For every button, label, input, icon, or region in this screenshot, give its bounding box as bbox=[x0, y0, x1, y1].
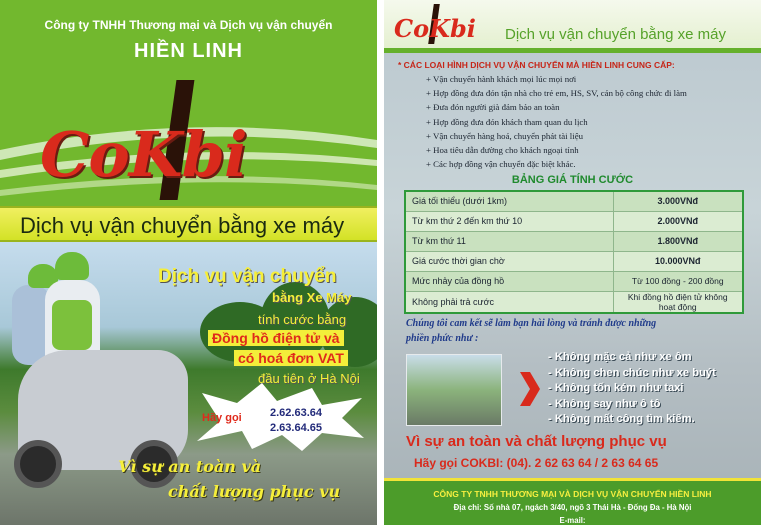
price-label: Giá cước thời gian chờ bbox=[405, 251, 613, 271]
table-row bbox=[405, 291, 743, 313]
promo-line-2: bằng Xe Máy bbox=[272, 290, 352, 305]
footer-email: E-mail: bbox=[559, 516, 586, 525]
chevron-right-icon bbox=[520, 372, 540, 406]
list-item: - Không mặc cả như xe ôm bbox=[548, 351, 692, 363]
driver-helmet bbox=[55, 252, 89, 280]
riders-photo bbox=[406, 354, 502, 426]
slogan-2: chất lượng phục vụ bbox=[168, 482, 341, 501]
phone-1: 2.62.63.64 bbox=[270, 407, 322, 419]
list-item: + Hợp đồng đưa đón khách tham quan du lịch bbox=[426, 115, 687, 129]
price-table-title: BẢNG GIÁ TÍNH CƯỚC bbox=[511, 174, 634, 186]
safety-slogan: Vì sự an toàn và chất lượng phục vụ bbox=[406, 433, 667, 450]
call-label: Hãy gọi bbox=[202, 412, 242, 424]
price-value: 1.800VNđ bbox=[613, 231, 743, 251]
driver-vest bbox=[52, 300, 92, 350]
promo-line-1: Dịch vụ vận chuyển bbox=[158, 266, 337, 287]
list-item: + Vận chuyển hành khách mọi lúc mọi nơi bbox=[426, 72, 687, 86]
right-panel bbox=[384, 0, 761, 525]
price-label: Mức nhảy của đồng hồ bbox=[405, 271, 613, 291]
footer bbox=[384, 478, 761, 525]
footer-address: Địa chỉ: Số nhà 07, ngách 3/40, ngõ 3 Thái Hà - Đống Đa - Hà Nội bbox=[453, 503, 692, 512]
services-list bbox=[426, 72, 687, 171]
cokbi-logo: CoKbi bbox=[40, 118, 247, 191]
table-row bbox=[405, 251, 743, 271]
left-panel bbox=[0, 0, 377, 525]
list-item: + Hoa tiêu dẫn đường cho khách ngoại tỉnh bbox=[426, 143, 687, 157]
price-value: Khi đồng hồ điện tử không hoạt động bbox=[613, 291, 743, 313]
service-banner bbox=[0, 206, 377, 242]
promo-line-4: Đồng hồ điện tử và bbox=[208, 330, 344, 346]
commitment-note-2: phiền phức như : bbox=[406, 333, 479, 344]
service-banner-text: Dịch vụ vận chuyển bằng xe máy bbox=[20, 213, 345, 238]
price-value: 2.000VNđ bbox=[613, 211, 743, 231]
price-label: Giá tối thiểu (dưới 1km) bbox=[405, 191, 613, 211]
table-row bbox=[405, 191, 743, 211]
price-label: Không phải trả cước bbox=[405, 291, 613, 313]
price-value: Từ 100 đồng - 200 đồng bbox=[613, 271, 743, 291]
slogan-1: Vì sự an toàn và bbox=[118, 457, 262, 476]
header-title: Dịch vụ vận chuyển bằng xe máy bbox=[505, 26, 726, 43]
table-row bbox=[405, 231, 743, 251]
table-row bbox=[405, 211, 743, 231]
promo-line-6: đầu tiên ở Hà Nội bbox=[258, 371, 360, 386]
price-value: 10.000VNđ bbox=[613, 251, 743, 271]
front-wheel bbox=[14, 440, 62, 488]
list-item: + Hợp đồng đưa đón tận nhà cho trẻ em, HS, SV, cán bộ công chức đi làm bbox=[426, 86, 687, 100]
list-item: + Vận chuyển hàng hoá, chuyển phát tài liệu bbox=[426, 129, 687, 143]
benefits-list bbox=[548, 350, 716, 428]
company-name: Công ty TNHH Thương mại và Dịch vụ vận chuyển bbox=[44, 18, 333, 32]
call-line: Hãy gọi COKBI: (04). 2 62 63 64 / 2 63 64 65 bbox=[414, 456, 659, 470]
header-band bbox=[384, 48, 761, 53]
promo-line-3: tính cước bằng bbox=[258, 312, 347, 327]
footer-company: CÔNG TY TNHH THƯƠNG MẠI VÀ DỊCH VỤ VẬN CHUYỂN HIỀN LINH bbox=[433, 489, 712, 499]
price-label: Từ km thứ 2 đến km thứ 10 bbox=[405, 211, 613, 231]
list-item: - Không say như ô tô bbox=[548, 397, 661, 410]
cokbi-logo-small: CoKbi bbox=[394, 14, 476, 43]
right-header bbox=[384, 0, 761, 52]
table-row bbox=[405, 271, 743, 291]
list-item: - Không mất công tìm kiếm. bbox=[548, 413, 695, 426]
services-title: * CÁC LOẠI HÌNH DỊCH VỤ VẬN CHUYỂN MÀ HIỀN LINH CUNG CẤP: bbox=[398, 60, 675, 70]
list-item: - Không tốn kém như taxi bbox=[548, 382, 684, 395]
commitment-note-1: Chúng tôi cam kết sẽ làm bạn hài lòng và tránh được những bbox=[406, 318, 657, 329]
panel-gap bbox=[377, 0, 384, 525]
list-item: + Đưa đón người già đảm bảo an toàn bbox=[426, 100, 687, 114]
list-item: - Không chen chúc như xe buýt bbox=[548, 366, 716, 379]
brand-name: HIỀN LINH bbox=[134, 40, 243, 62]
price-table bbox=[404, 190, 744, 314]
list-item: + Các hợp đồng vận chuyển đặc biệt khác. bbox=[426, 157, 687, 171]
phone-2: 2.63.64.65 bbox=[270, 422, 322, 434]
price-label: Từ km thứ 11 bbox=[405, 231, 613, 251]
price-value: 3.000VNđ bbox=[613, 191, 743, 211]
promo-line-5: có hoá đơn VAT bbox=[234, 350, 348, 366]
